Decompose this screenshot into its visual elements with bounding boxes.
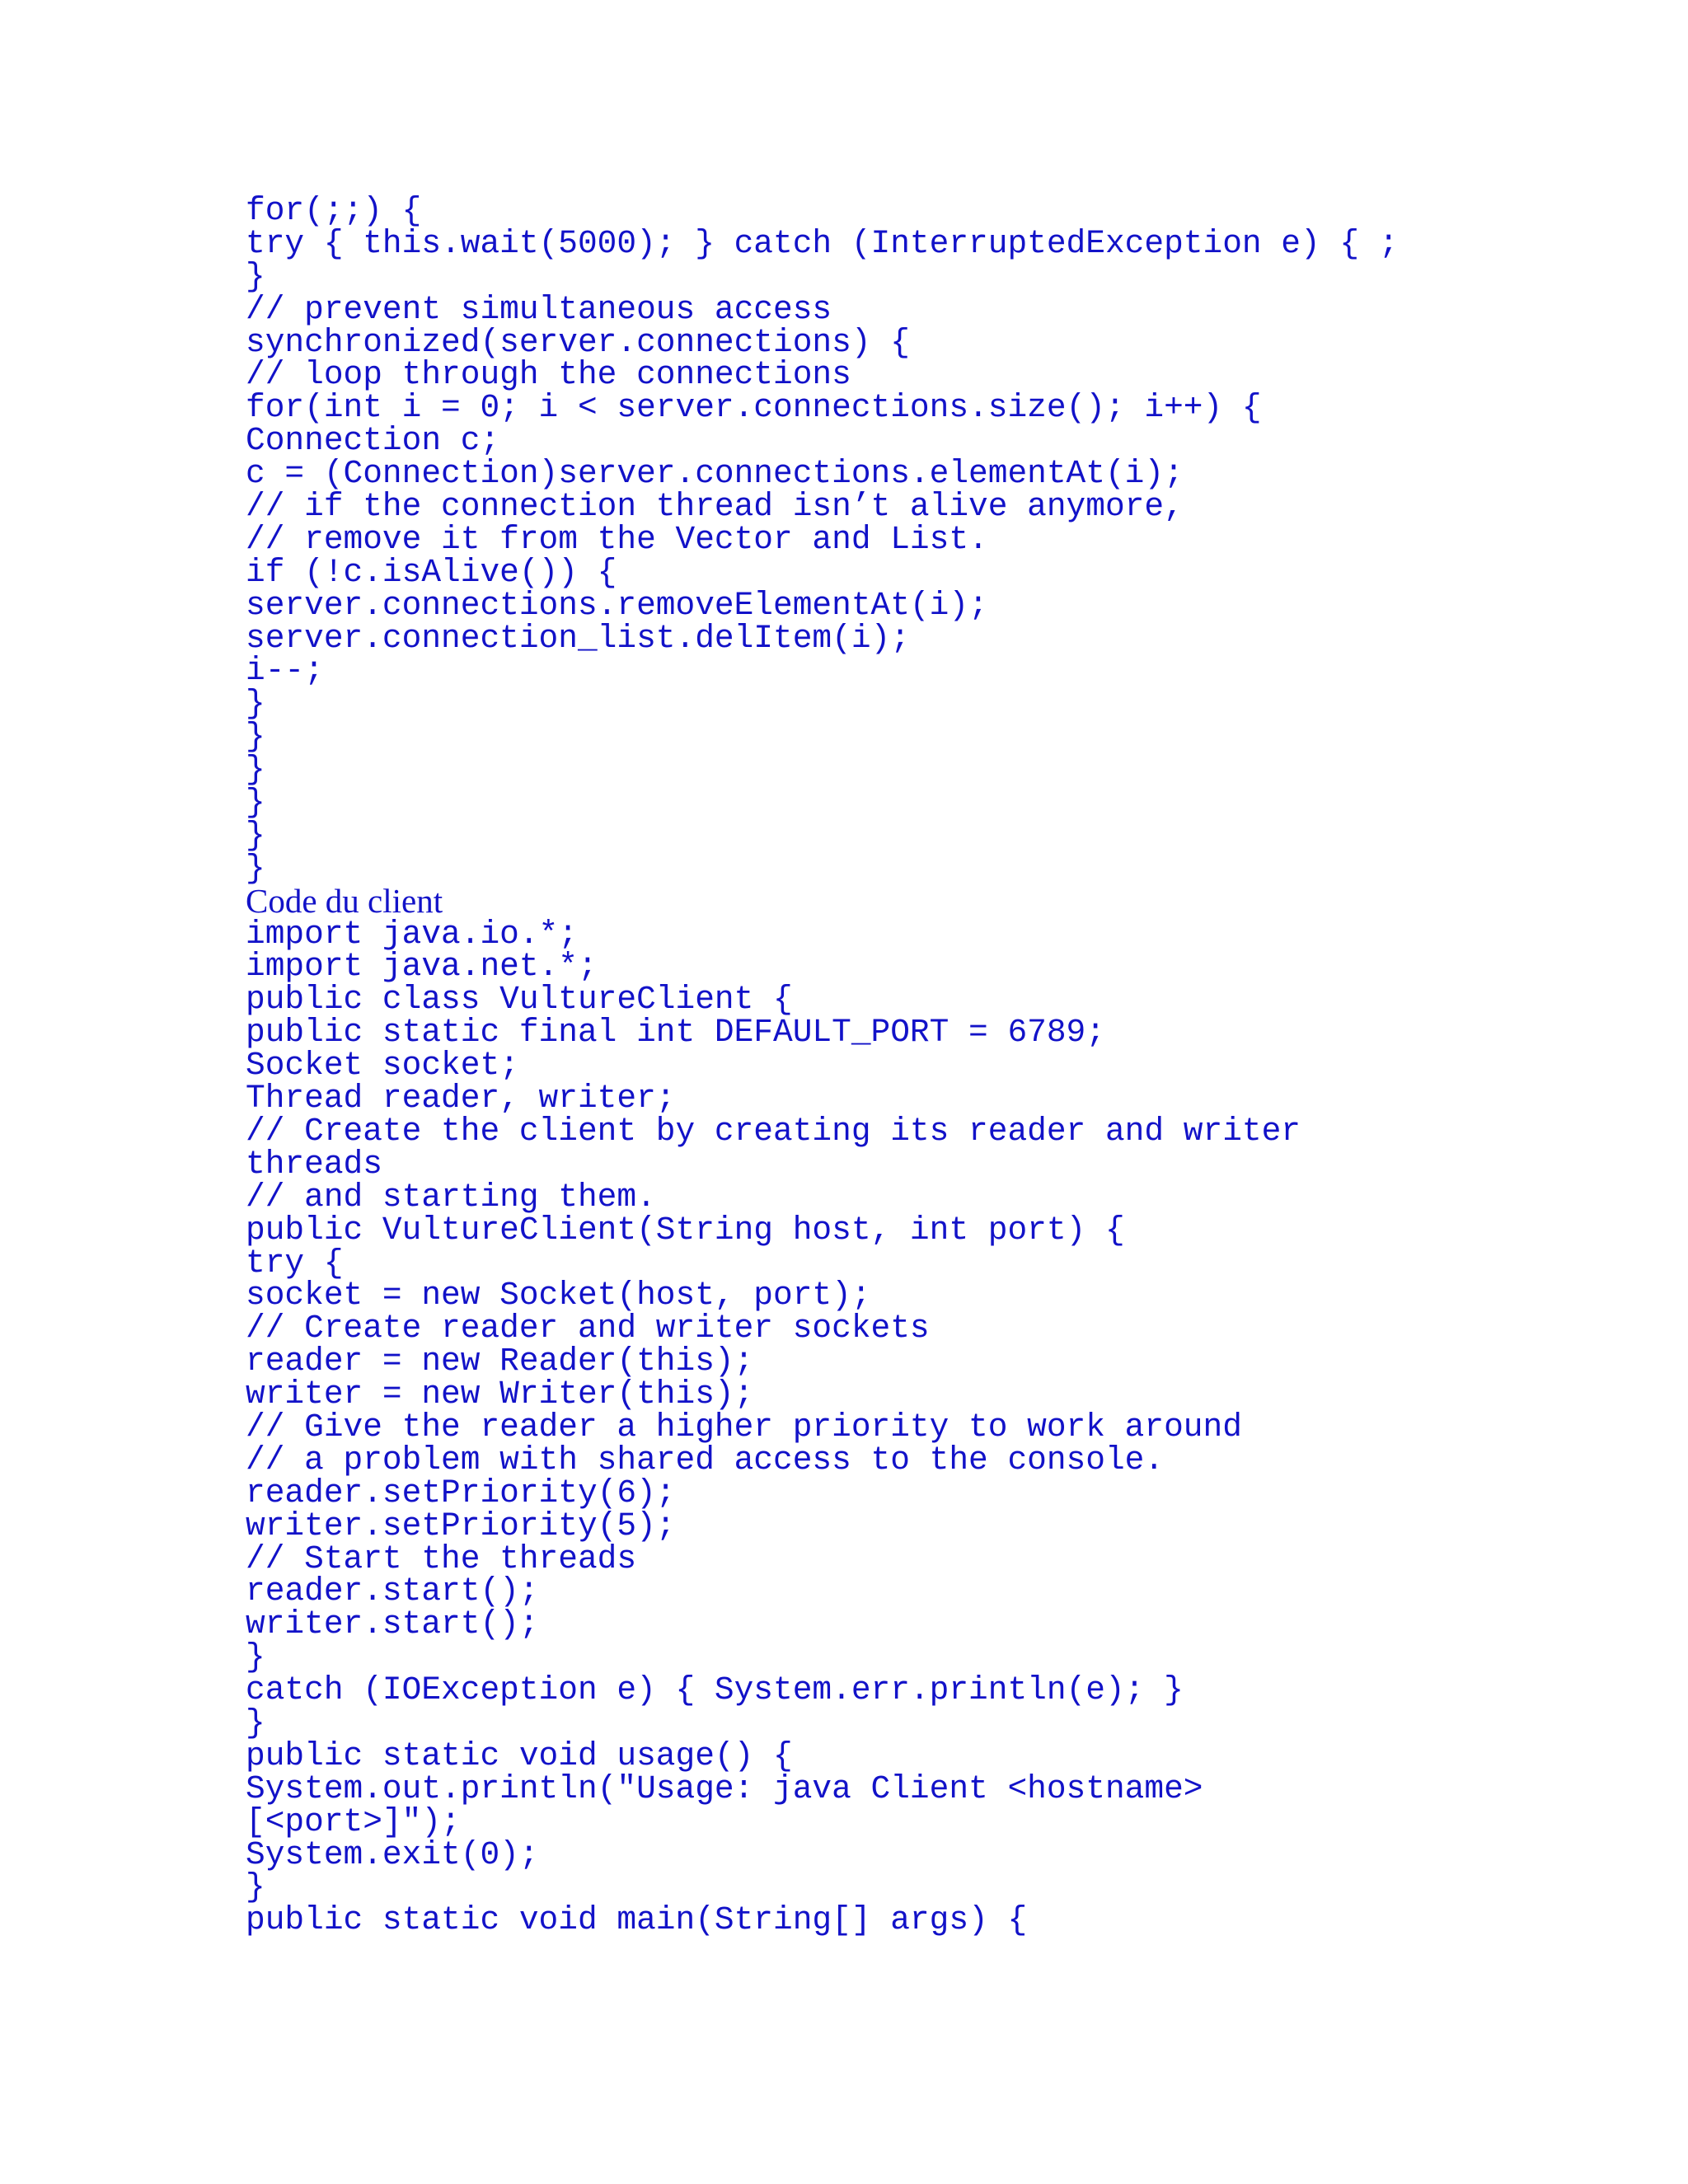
code-line: threads bbox=[246, 1145, 382, 1183]
section-heading: Code du client bbox=[246, 881, 443, 920]
code-line: if (!c.isAlive()) { bbox=[246, 553, 617, 591]
code-line: // if the connection thread isn’t alive anymore, bbox=[246, 488, 1184, 526]
code-line: // prevent simultaneous access bbox=[246, 290, 832, 328]
code-line: // remove it from the Vector and List. bbox=[246, 520, 988, 558]
code-line: // Create the client by creating its reader and writer bbox=[246, 1112, 1301, 1150]
code-line: public static void usage() { bbox=[246, 1736, 793, 1774]
code-line: reader.start(); bbox=[246, 1572, 539, 1610]
code-line: Socket socket; bbox=[246, 1047, 519, 1085]
code-line: server.connections.removeElementAt(i); bbox=[246, 586, 988, 624]
code-line: writer = new Writer(this); bbox=[246, 1376, 754, 1413]
code-line: for(int i = 0; i < server.connections.size(); i++) { bbox=[246, 389, 1262, 427]
code-line: public static final int DEFAULT_PORT = 6789; bbox=[246, 1014, 1105, 1052]
code-line: writer.setPriority(5); bbox=[246, 1507, 676, 1544]
code-line: } bbox=[246, 257, 265, 295]
code-line: try { bbox=[246, 1244, 344, 1282]
code-line: Connection c; bbox=[246, 422, 500, 460]
code-line: i--; bbox=[246, 652, 324, 690]
code-line: Thread reader, writer; bbox=[246, 1080, 676, 1118]
code-line: synchronized(server.connections) { bbox=[246, 323, 910, 361]
code-line: } bbox=[246, 1704, 265, 1741]
code-line: catch (IOException e) { System.err.println(e); } bbox=[246, 1671, 1184, 1709]
code-line: } bbox=[246, 1638, 265, 1676]
code-line: public static void main(String[] args) { bbox=[246, 1901, 1028, 1939]
code-line: // and starting them. bbox=[246, 1178, 656, 1216]
code-line: reader = new Reader(this); bbox=[246, 1343, 754, 1380]
code-line: } bbox=[246, 685, 265, 723]
code-line: } bbox=[246, 1868, 265, 1906]
code-line: import java.net.*; bbox=[246, 948, 598, 986]
code-line: } bbox=[246, 784, 265, 822]
code-line: for(;;) { bbox=[246, 192, 422, 229]
code-line: import java.io.*; bbox=[246, 915, 578, 953]
code-line: // a problem with shared access to the console. bbox=[246, 1441, 1165, 1479]
code-line: // Create reader and writer sockets bbox=[246, 1310, 930, 1347]
code-line: System.exit(0); bbox=[246, 1835, 539, 1873]
code-line: server.connection_list.delItem(i); bbox=[246, 619, 910, 657]
code-line: [<port>]"); bbox=[246, 1802, 461, 1840]
code-line: // Give the reader a higher priority to work around bbox=[246, 1408, 1242, 1446]
code-line: } bbox=[246, 816, 265, 854]
code-line: try { this.wait(5000); } catch (InterruptedException e) { ; bbox=[246, 224, 1399, 262]
code-line: // loop through the connections bbox=[246, 356, 851, 394]
code-line: System.out.println("Usage: java Client <hostname> bbox=[246, 1769, 1203, 1807]
code-listing bbox=[246, 194, 1647, 1937]
code-line: reader.setPriority(6); bbox=[246, 1474, 676, 1511]
code-line: // Start the threads bbox=[246, 1540, 637, 1577]
code-line: } bbox=[246, 751, 265, 789]
code-line: } bbox=[246, 849, 265, 887]
code-line: socket = new Socket(host, port); bbox=[246, 1277, 871, 1315]
code-line: public class VultureClient { bbox=[246, 981, 793, 1019]
code-line: public VultureClient(String host, int port) { bbox=[246, 1211, 1125, 1249]
code-line: } bbox=[246, 718, 265, 756]
code-line: c = (Connection)server.connections.elementAt(i); bbox=[246, 455, 1184, 493]
code-line: writer.start(); bbox=[246, 1605, 539, 1643]
